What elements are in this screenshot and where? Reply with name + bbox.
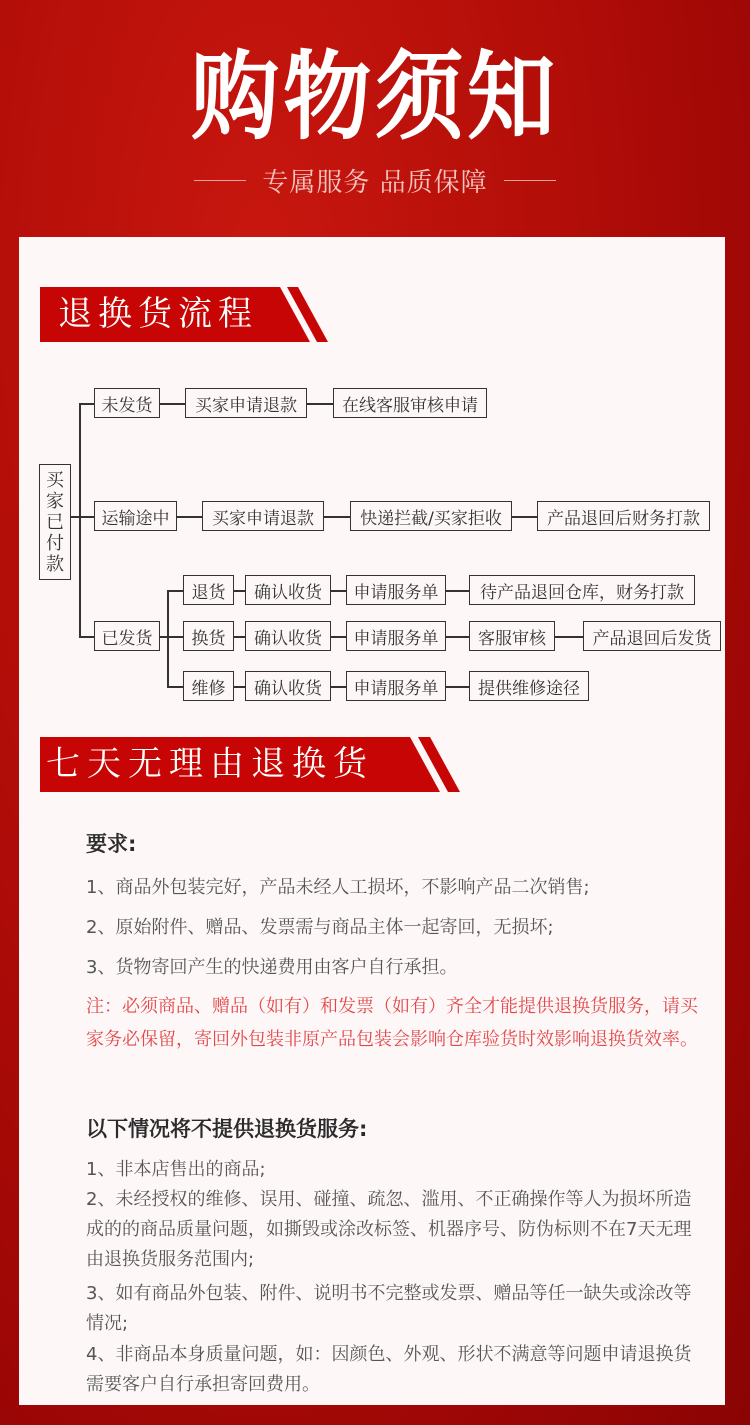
requirement-item: 2、原始附件、赠品、发票需与商品主体一起寄回，无损坏;: [86, 917, 554, 938]
section-title: 退换货流程: [58, 294, 258, 334]
flow-node-step: 确认收货: [245, 575, 331, 605]
flow-node-step: 申请服务单: [346, 575, 446, 605]
flow-node-step: 确认收货: [245, 671, 331, 701]
flow-root-node: [39, 464, 71, 580]
flow-node-step: 申请服务单: [346, 621, 446, 651]
flow-node-repair: 维修: [183, 671, 234, 701]
exclusions-heading: 以下情况将不提供退换货服务:: [86, 1117, 368, 1141]
flow-node-exchange: 换货: [183, 621, 234, 651]
flow-node-step: 买家申请退款: [202, 501, 324, 531]
flow-node-step: 产品退回后发货: [583, 621, 721, 651]
root-char: 付: [46, 532, 64, 554]
requirement-item: 3、货物寄回产生的快递费用由客户自行承担。: [86, 957, 458, 978]
flow-node-step: 申请服务单: [346, 671, 446, 701]
flow-node-shipped: 已发货: [94, 621, 160, 651]
flow-node-step: 提供维修途径: [469, 671, 589, 701]
section-title: 七天无理由退换货: [46, 744, 374, 784]
exclusion-item: 1、非本店售出的商品;: [86, 1159, 266, 1180]
flow-node-step: 快递拦截/买家拒收: [350, 501, 512, 531]
flow-node-step: 确认收货: [245, 621, 331, 651]
section-banner-seven-day-return: [40, 737, 462, 792]
flow-node-not-shipped: 未发货: [94, 388, 160, 418]
warning-note: 注：必须商品、赠品（如有）和发票（如有）齐全才能提供退换货服务，请买家务必保留，寄回外包装非原产品包装会影响仓库验货时效影响退换货效率。: [86, 996, 698, 1050]
subtitle-left-rule: [194, 180, 246, 181]
exclusion-item: 3、如有商品外包装、附件、说明书不完整或发票、赠品等任一缺失或涂改等情况;: [86, 1283, 692, 1334]
root-char: 款: [46, 553, 64, 575]
flow-node-return: 退货: [183, 575, 234, 605]
requirements-heading: 要求:: [86, 832, 137, 856]
page-subtitle-row: [0, 160, 750, 200]
requirement-item: 1、商品外包装完好，产品未经人工损坏，不影响产品二次销售;: [86, 877, 590, 898]
root-char: 已: [46, 511, 64, 533]
subtitle-right-rule: [504, 180, 556, 181]
flow-node-step: 客服审核: [469, 621, 555, 651]
flow-node-step: 产品退回后财务打款: [537, 501, 710, 531]
flow-node-step: 买家申请退款: [185, 388, 307, 418]
exclusion-item: 2、未经授权的维修、误用、碰撞、疏忽、滥用、不正确操作等人为损坏所造成的的商品质量问题，如撕毁或涂改标签、机器序号、防伪标则不在7天无理由退换货服务范围内;: [86, 1189, 692, 1270]
flow-node-step: 待产品退回仓库，财务打款: [469, 575, 695, 605]
root-char: 家: [46, 490, 64, 512]
root-char: 买: [46, 469, 64, 491]
flow-node-in-transit: 运输途中: [94, 501, 177, 531]
exclusion-item: 4、非商品本身质量问题，如：因颜色、外观、形状不满意等问题申请退换货需要客户自行承担寄回费用。: [86, 1344, 692, 1395]
section-banner-return-process: [40, 287, 330, 342]
page-subtitle: 专属服务 品质保障: [262, 167, 488, 198]
page-title: 购物须知: [191, 41, 559, 153]
flow-node-step: 在线客服审核申请: [333, 388, 487, 418]
